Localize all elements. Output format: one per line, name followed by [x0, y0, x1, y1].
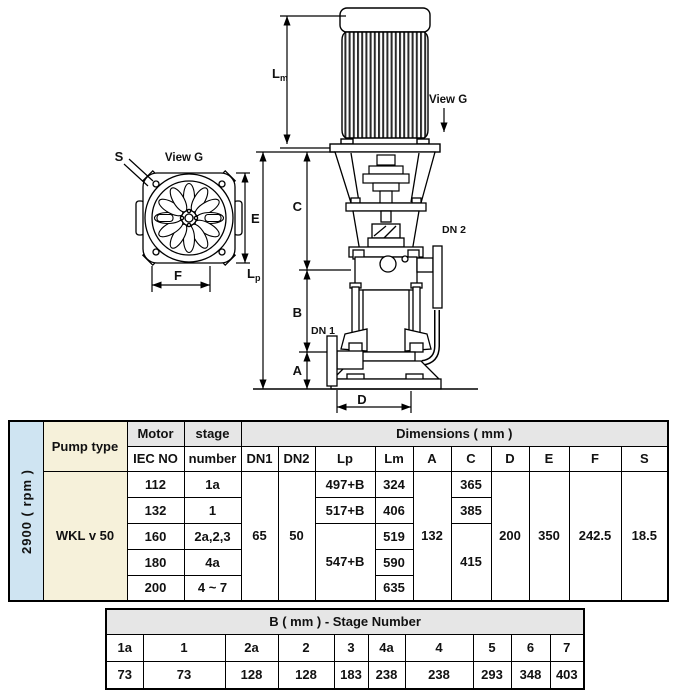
header-lm: Lm: [375, 446, 413, 471]
pump-type-cell: WKL v 50: [43, 471, 127, 601]
iec-cell: 112: [127, 471, 184, 497]
s-cell: 18.5: [621, 471, 668, 601]
header-s: S: [621, 446, 668, 471]
b-value-cell: 348: [511, 661, 550, 689]
stage-cell: 2a,2,3: [184, 523, 241, 549]
stage-cell: 4 ~ 7: [184, 575, 241, 601]
f-cell: 242.5: [569, 471, 621, 601]
label-view-g-top: View G: [429, 94, 468, 106]
a-cell: 132: [413, 471, 451, 601]
lm-cell: 324: [375, 471, 413, 497]
stage-header-cell: 4: [405, 634, 473, 661]
b-value-cell: 183: [334, 661, 368, 689]
b-value-cell: 403: [550, 661, 584, 689]
stage-header-cell: 3: [334, 634, 368, 661]
c-cell: 385: [451, 497, 491, 523]
iec-cell: 132: [127, 497, 184, 523]
lm-cell: 519: [375, 523, 413, 549]
lp-cell: 547+B: [315, 523, 375, 601]
stage-table-title: B ( mm ) - Stage Number: [106, 609, 584, 634]
c-cell: 415: [451, 523, 491, 601]
header-number: number: [184, 446, 241, 471]
label-b: B: [292, 305, 302, 320]
lm-cell: 635: [375, 575, 413, 601]
b-value-cell: 238: [405, 661, 473, 689]
stage-header-cell: 2: [278, 634, 334, 661]
header-e: E: [529, 446, 569, 471]
header-lp: Lp: [315, 446, 375, 471]
lm-cell: 406: [375, 497, 413, 523]
header-motor: Motor: [127, 421, 184, 446]
stage-header-cell: 6: [511, 634, 550, 661]
label-e: E: [251, 211, 260, 226]
stage-cell: 1: [184, 497, 241, 523]
header-a: A: [413, 446, 451, 471]
pump-head: [346, 198, 426, 252]
dimensions-table: [8, 420, 669, 602]
rpm-label: 2900 ( rpm ): [18, 468, 34, 554]
header-dn1: DN1: [241, 446, 278, 471]
label-f: F: [174, 268, 182, 283]
label-dn2: DN 2: [442, 224, 466, 236]
b-value-cell: 293: [473, 661, 511, 689]
iec-cell: 160: [127, 523, 184, 549]
e-cell: 350: [529, 471, 569, 601]
stage-header-cell: 1a: [106, 634, 143, 661]
rpm-cell: [9, 421, 43, 601]
lp-cell: 517+B: [315, 497, 375, 523]
header-c: C: [451, 446, 491, 471]
header-stage: stage: [184, 421, 241, 446]
header-f: F: [569, 446, 621, 471]
b-value-cell: 128: [225, 661, 278, 689]
b-value-cell: 73: [143, 661, 225, 689]
stage-number-table: [105, 608, 585, 690]
b-value-cell: 73: [106, 661, 143, 689]
label-view-g-front: View G: [164, 152, 204, 164]
stage-header-cell: 1: [143, 634, 225, 661]
stage-header-cell: 2a: [225, 634, 278, 661]
label-c: C: [292, 199, 302, 214]
label-s: S: [114, 149, 124, 164]
stage-header-cell: 4a: [368, 634, 405, 661]
label-dn1: DN 1: [311, 325, 335, 337]
label-lp: $L_p$: [247, 266, 261, 283]
stage-header-cell: 7: [550, 634, 584, 661]
label-lm: $L_m$: [272, 66, 288, 83]
header-d: D: [491, 446, 529, 471]
b-value-cell: 238: [368, 661, 405, 689]
label-d: D: [357, 392, 367, 407]
lm-cell: 590: [375, 549, 413, 575]
dn1-cell: 65: [241, 471, 278, 601]
header-iec-no: IEC NO: [127, 446, 184, 471]
stage-cell: 4a: [184, 549, 241, 575]
header-dn2: DN2: [278, 446, 315, 471]
motor: [330, 8, 440, 152]
stage-header-cell: 5: [473, 634, 511, 661]
label-a: A: [292, 363, 302, 378]
lp-cell: 497+B: [315, 471, 375, 497]
dn2-cell: 50: [278, 471, 315, 601]
c-cell: 365: [451, 471, 491, 497]
iec-cell: 200: [127, 575, 184, 601]
front-view: [136, 171, 242, 265]
iec-cell: 180: [127, 549, 184, 575]
b-value-cell: 128: [278, 661, 334, 689]
d-cell: 200: [491, 471, 529, 601]
pump-column: [341, 283, 431, 352]
stage-cell: 1a: [184, 471, 241, 497]
header-pump-type: Pump type: [43, 421, 127, 471]
header-dimensions: Dimensions ( mm ): [241, 421, 668, 446]
